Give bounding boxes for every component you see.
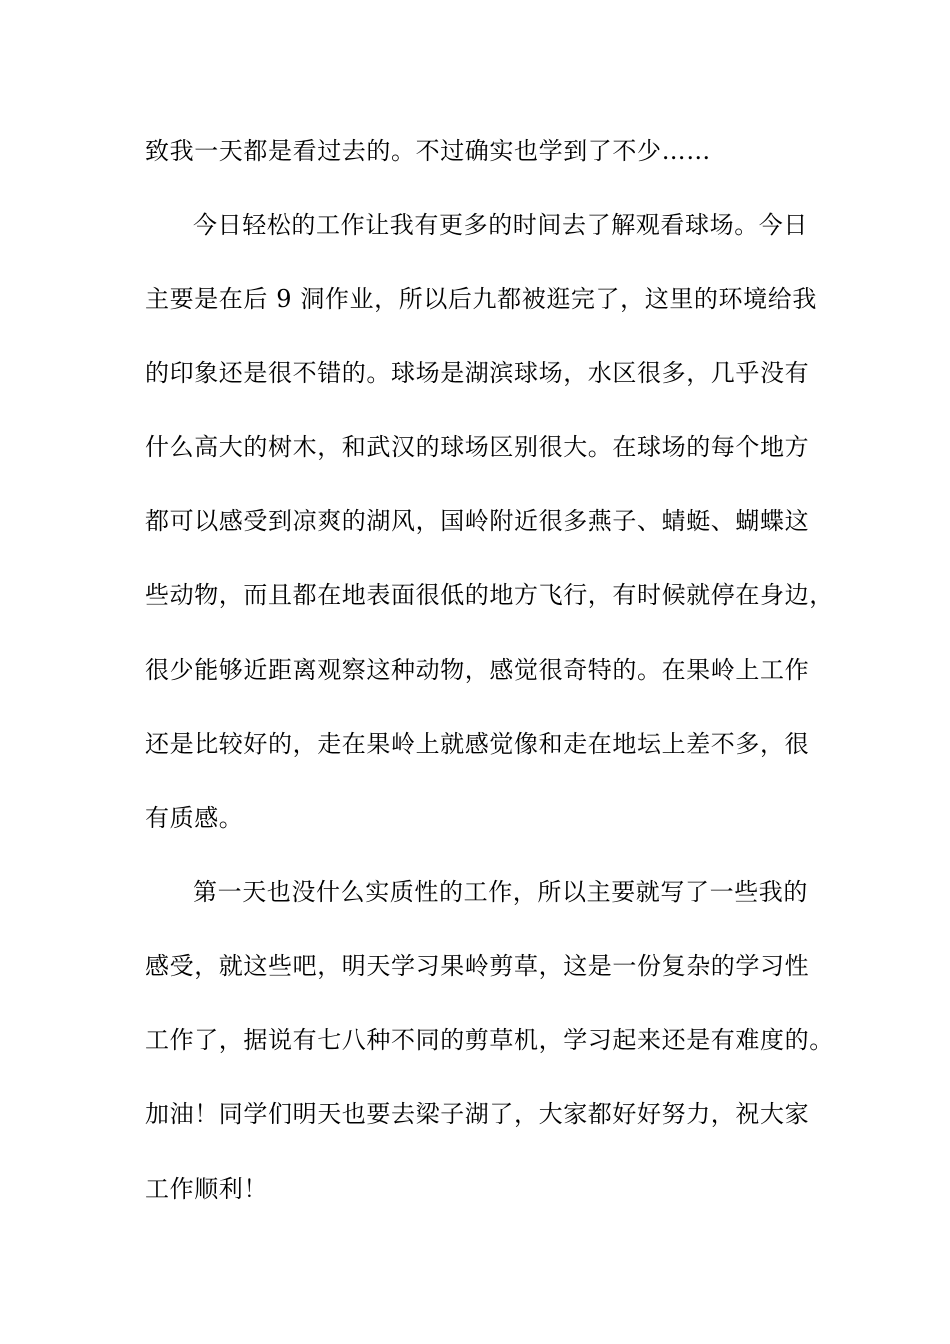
text-line: 什么高大的树木，和武汉的球场区别很大。在球场的每个地方	[145, 433, 810, 461]
text-line: 加油！同学们明天也要去梁子湖了，大家都好好努力，祝大家	[145, 1100, 810, 1128]
text-line: 工作了，据说有七八种不同的剪草机，学习起来还是有难度的。	[145, 1026, 834, 1054]
text-line: 致我一天都是看过去的。不过确实也学到了不少……	[145, 137, 711, 165]
text-line: 有质感。	[145, 804, 244, 832]
text-line: 些动物，而且都在地表面很低的地方飞行，有时候就停在身边，	[145, 581, 834, 609]
text-line: 还是比较好的，走在果岭上就感觉像和走在地坛上差不多，很	[145, 730, 810, 758]
text-line: 的印象还是很不错的。球场是湖滨球场，水区很多，几乎没有	[145, 359, 810, 387]
text-line: 很少能够近距离观察这种动物，感觉很奇特的。在果岭上工作	[145, 656, 810, 684]
text-line: 主要是在后 9 洞作业，所以后九都被逛完了，这里的环境给我	[145, 285, 817, 313]
text-line: 都可以感受到凉爽的湖风，国岭附近很多燕子、蜻蜓、蝴蝶这	[145, 507, 810, 535]
text-line: 感受，就这些吧，明天学习果岭剪草，这是一份复杂的学习性	[145, 952, 810, 980]
paragraph-first-line: 第一天也没什么实质性的工作，所以主要就写了一些我的	[193, 878, 808, 906]
text-line: 工作顺利！	[145, 1175, 268, 1203]
paragraph-first-line: 今日轻松的工作让我有更多的时间去了解观看球场。今日	[193, 211, 808, 239]
